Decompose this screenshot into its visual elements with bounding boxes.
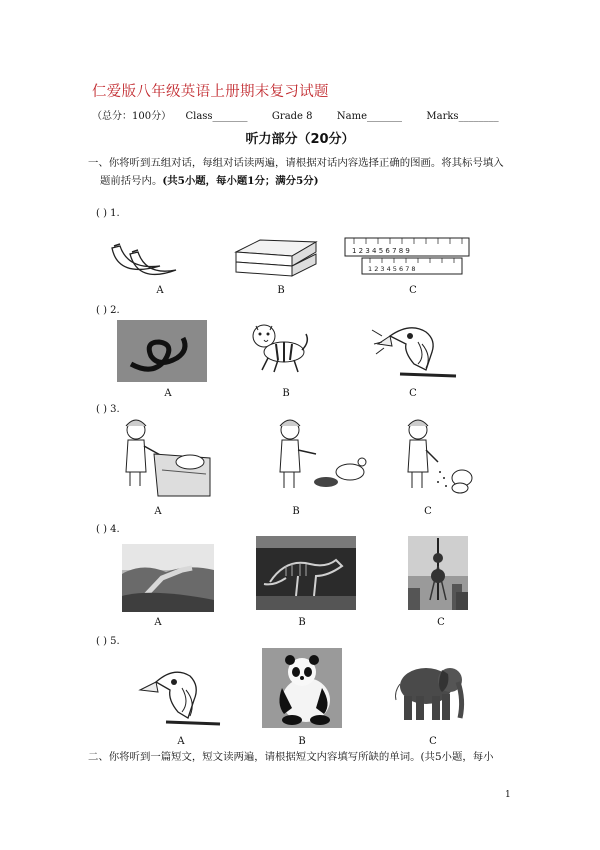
panda-photo bbox=[262, 648, 342, 728]
question-4-number: ( ) 4. bbox=[96, 524, 120, 535]
exam-info-line bbox=[92, 107, 499, 122]
instruction-line-2 bbox=[88, 172, 508, 190]
page-number: 1 bbox=[505, 790, 511, 800]
q4-label-c: C bbox=[437, 617, 445, 628]
q2-label-b: B bbox=[282, 388, 290, 399]
q3-label-a: A bbox=[154, 506, 162, 517]
name-field: Name_______ bbox=[336, 111, 403, 122]
bananas-picture bbox=[108, 240, 180, 280]
snake-picture bbox=[117, 320, 207, 382]
exam-title: 仁爱版八年级英语上册期末复习试题 bbox=[92, 84, 329, 100]
woman-feeding-duck-picture bbox=[270, 416, 370, 496]
books-picture bbox=[232, 234, 320, 280]
section-title: 听力部分（20分） bbox=[245, 132, 355, 147]
q5-label-a: A bbox=[177, 736, 185, 747]
q1-label-c: C bbox=[409, 285, 417, 296]
q5-label-c: C bbox=[429, 736, 437, 747]
svg-text:1 2 3 4 5 6 7 8: 1 2 3 4 5 6 7 8 bbox=[368, 265, 416, 273]
question-3-number: ( ) 3. bbox=[96, 404, 120, 415]
part-two-instructions: 二、你将听到一篇短文，短文读两遍，请根据短文内容填写所缺的单词。(共5小题，每小 bbox=[88, 751, 494, 763]
q3-label-c: C bbox=[424, 506, 432, 517]
q1-label-a: A bbox=[156, 285, 164, 296]
question-1-number: ( ) 1. bbox=[96, 208, 120, 219]
great-wall-photo bbox=[122, 544, 214, 612]
marks-field: Marks________ bbox=[426, 111, 499, 122]
instruction-scoring: (共5小题，每小题1分；满分5分) bbox=[162, 175, 319, 187]
rulers-picture bbox=[344, 236, 472, 276]
dinosaur-museum-photo bbox=[256, 536, 356, 610]
grade-field: Grade 8 bbox=[271, 111, 313, 122]
q4-label-b: B bbox=[298, 617, 306, 628]
q1-label-b: B bbox=[277, 285, 285, 296]
elephant-photo bbox=[392, 656, 468, 724]
class-field: Class_______ bbox=[185, 111, 248, 122]
total-score: （总分：100分） bbox=[92, 111, 172, 122]
instruction-line-2-prefix: 题前括号内。 bbox=[100, 175, 163, 187]
parrot-picture bbox=[370, 318, 466, 382]
question-5-number: ( ) 5. bbox=[96, 636, 120, 647]
woman-feeding-chicken-picture bbox=[400, 416, 478, 496]
question-2-number: ( ) 2. bbox=[96, 305, 120, 316]
q2-label-a: A bbox=[164, 388, 172, 399]
q5-label-b: B bbox=[298, 736, 306, 747]
instruction-line-1: 一、你将听到五组对话，每组对话读两遍，请根据对话内容选择正确的图画。将其标号填入 bbox=[88, 157, 504, 169]
q4-label-a: A bbox=[154, 617, 162, 628]
listening-instructions bbox=[88, 154, 508, 190]
tiger-picture bbox=[244, 320, 312, 376]
woman-feeding-pig-picture bbox=[118, 416, 214, 500]
svg-text:1 2 3 4 5 6 7 8 9: 1 2 3 4 5 6 7 8 9 bbox=[352, 247, 410, 255]
q3-label-b: B bbox=[292, 506, 300, 517]
parrot-picture-2 bbox=[138, 660, 222, 730]
tv-tower-photo bbox=[408, 536, 468, 610]
q2-label-c: C bbox=[409, 388, 417, 399]
